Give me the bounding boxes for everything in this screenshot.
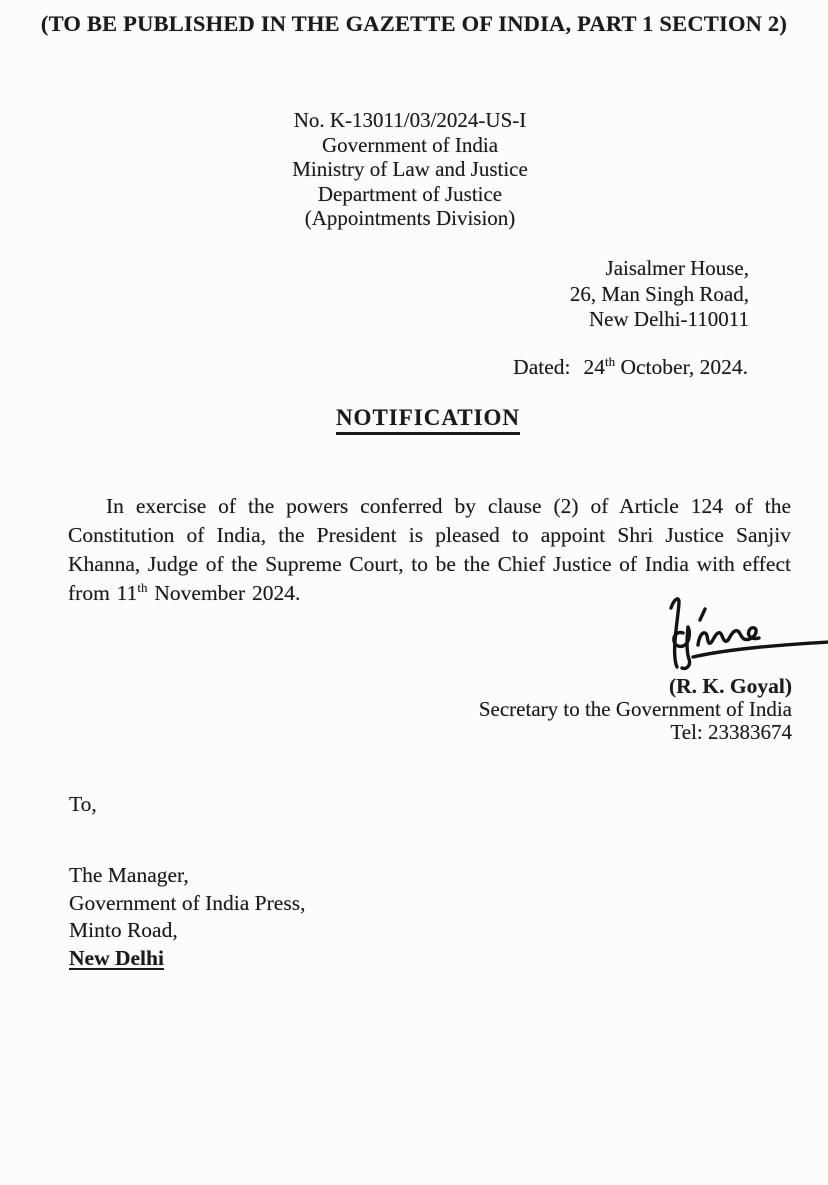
org-line-division: (Appointments Division) [304,206,516,230]
body-text-before-sup: In exercise of the powers conferred by clause (2) of Article 124 of the Constitution of India, the President is pleased to appoint Shri Justice Sanjiv Khanna, Judge of the Supreme Court, to be the Chief Justice of India with effect from 11 [68,494,791,605]
date-month-year: October, 2024. [615,355,748,379]
body-text-after-sup: November 2024. [147,581,301,605]
gazette-publication-header: (TO BE PUBLISHED IN THE GAZETTE OF INDIA, PART 1 SECTION 2) [40,11,788,36]
reference-block [0,108,820,231]
date-ordinal: th [604,353,616,369]
date-label: Dated: [513,355,571,379]
signatory-telephone: Tel: 23383674 [670,720,792,744]
file-number: No. K-13011/03/2024-US-I [293,108,527,132]
body-paragraph [68,492,791,608]
recipient-salutation: To, [69,792,97,816]
address-line-street: 26, Man Singh Road, [569,281,749,306]
org-line-ministry: Ministry of Law and Justice [292,157,528,181]
address-line-building: Jaisalmer House, [605,256,749,280]
date-line [513,355,748,380]
recipient-line-manager: The Manager, [69,863,189,887]
recipient-city: New Delhi [69,945,164,970]
recipient-block [69,862,305,972]
address-line-city: New Delhi-110011 [589,307,749,331]
signatory-designation: Secretary to the Government of India [478,697,792,721]
org-line-government: Government of India [321,132,499,157]
org-line-department: Department of Justice [317,181,503,206]
recipient-line-road: Minto Road, [69,918,178,942]
body-ordinal: th [137,579,148,595]
office-address-block [570,256,749,333]
title-row [14,405,828,435]
date-day: 24 [583,355,605,379]
recipient-line-press: Government of India Press, [69,890,306,915]
signatory-name: (R. K. Goyal) [668,674,792,698]
notification-title: NOTIFICATION [336,405,520,435]
handwritten-signature-icon [638,593,828,677]
signatory-block [479,675,792,744]
